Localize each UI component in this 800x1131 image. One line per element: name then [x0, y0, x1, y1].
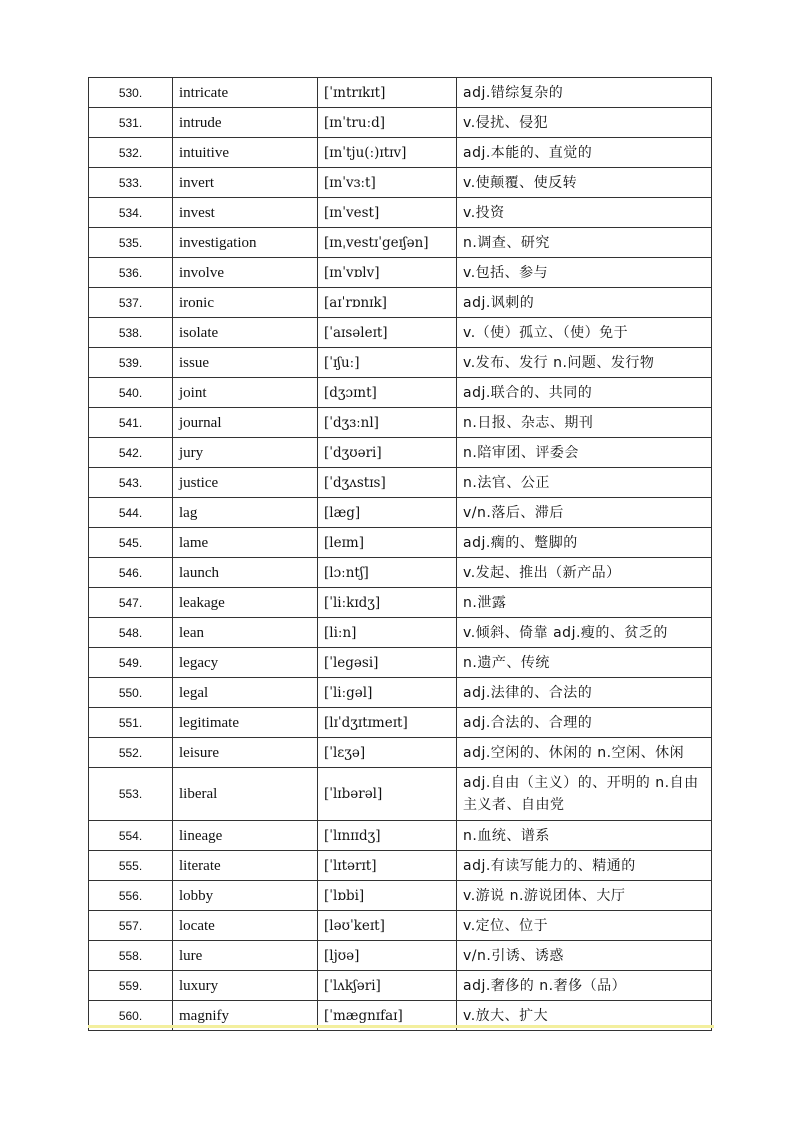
entry-pronunciation: [ˈdʒʌstɪs] [318, 468, 457, 498]
entry-number: 530. [89, 78, 173, 108]
entry-number: 550. [89, 678, 173, 708]
entry-definition: v.投资 [457, 198, 712, 228]
entry-number: 540. [89, 378, 173, 408]
entry-number: 536. [89, 258, 173, 288]
entry-pronunciation: [aɪˈrɒnɪk] [318, 288, 457, 318]
entry-word: intrude [173, 108, 318, 138]
entry-number: 553. [89, 768, 173, 821]
entry-number: 539. [89, 348, 173, 378]
table-row [89, 821, 712, 851]
entry-pronunciation: [ˈlɛʒə] [318, 738, 457, 768]
table-row [89, 198, 712, 228]
table-row [89, 851, 712, 881]
entry-definition: adj.瘸的、蹩脚的 [457, 528, 712, 558]
entry-number: 549. [89, 648, 173, 678]
entry-number: 547. [89, 588, 173, 618]
entry-number: 548. [89, 618, 173, 648]
table-row [89, 318, 712, 348]
entry-definition: adj.本能的、直觉的 [457, 138, 712, 168]
entry-pronunciation: [ˈliːgəl] [318, 678, 457, 708]
entry-word: legitimate [173, 708, 318, 738]
entry-pronunciation: [ˈɪntrɪkɪt] [318, 78, 457, 108]
entry-pronunciation: [ˈɪʃuː] [318, 348, 457, 378]
entry-pronunciation: [ljʊə] [318, 941, 457, 971]
entry-word: lean [173, 618, 318, 648]
entry-number: 551. [89, 708, 173, 738]
table-row [89, 678, 712, 708]
entry-definition: v.倾斜、倚靠 adj.瘦的、贫乏的 [457, 618, 712, 648]
entry-word: luxury [173, 971, 318, 1001]
entry-number: 555. [89, 851, 173, 881]
entry-number: 538. [89, 318, 173, 348]
entry-word: ironic [173, 288, 318, 318]
entry-word: legal [173, 678, 318, 708]
entry-number: 544. [89, 498, 173, 528]
entry-pronunciation: [ˈlegəsi] [318, 648, 457, 678]
entry-pronunciation: [dʒɔɪnt] [318, 378, 457, 408]
entry-definition: v.放大、扩大 [457, 1001, 712, 1031]
entry-definition: n.陪审团、评委会 [457, 438, 712, 468]
table-row [89, 528, 712, 558]
entry-number: 552. [89, 738, 173, 768]
entry-pronunciation: [ˈlɒbi] [318, 881, 457, 911]
entry-word: involve [173, 258, 318, 288]
entry-number: 531. [89, 108, 173, 138]
entry-word: invest [173, 198, 318, 228]
entry-definition: v.定位、位于 [457, 911, 712, 941]
entry-definition: v.发起、推出（新产品） [457, 558, 712, 588]
entry-number: 532. [89, 138, 173, 168]
entry-definition: v/n.落后、滞后 [457, 498, 712, 528]
entry-number: 558. [89, 941, 173, 971]
entry-word: issue [173, 348, 318, 378]
entry-definition: v/n.引诱、诱惑 [457, 941, 712, 971]
entry-pronunciation: [ˈdʒɜːnl] [318, 408, 457, 438]
entry-definition: v.（使）孤立、（使）免于 [457, 318, 712, 348]
entry-word: jury [173, 438, 318, 468]
entry-pronunciation: [ˈlɪnɪɪdʒ] [318, 821, 457, 851]
entry-pronunciation: [ˈaɪsəleɪt] [318, 318, 457, 348]
bottom-highlight-strip [88, 1025, 714, 1028]
table-row [89, 228, 712, 258]
entry-number: 545. [89, 528, 173, 558]
entry-word: literate [173, 851, 318, 881]
table-row [89, 108, 712, 138]
table-row [89, 911, 712, 941]
entry-number: 541. [89, 408, 173, 438]
entry-word: invert [173, 168, 318, 198]
entry-number: 557. [89, 911, 173, 941]
entry-definition: v.使颠覆、使反转 [457, 168, 712, 198]
vocabulary-table [88, 77, 712, 1031]
entry-number: 537. [89, 288, 173, 318]
entry-definition: v.游说 n.游说团体、大厅 [457, 881, 712, 911]
entry-word: leakage [173, 588, 318, 618]
entry-pronunciation: [ˈmægnɪfaɪ] [318, 1001, 457, 1031]
entry-definition: n.日报、杂志、期刊 [457, 408, 712, 438]
table-row [89, 738, 712, 768]
table-row [89, 468, 712, 498]
table-row [89, 648, 712, 678]
entry-pronunciation: [lɪˈdʒɪtɪmeɪt] [318, 708, 457, 738]
entry-pronunciation: [ləʊˈkeɪt] [318, 911, 457, 941]
entry-number: 556. [89, 881, 173, 911]
entry-word: lame [173, 528, 318, 558]
entry-definition: n.血统、谱系 [457, 821, 712, 851]
table-row [89, 288, 712, 318]
entry-word: liberal [173, 768, 318, 821]
entry-word: launch [173, 558, 318, 588]
table-row [89, 708, 712, 738]
table-row [89, 941, 712, 971]
entry-word: magnify [173, 1001, 318, 1031]
entry-number: 546. [89, 558, 173, 588]
table-row [89, 881, 712, 911]
table-row [89, 498, 712, 528]
entry-word: isolate [173, 318, 318, 348]
table-row [89, 168, 712, 198]
entry-definition: adj.奢侈的 n.奢侈（品） [457, 971, 712, 1001]
entry-pronunciation: [lɔːntʃ] [318, 558, 457, 588]
entry-pronunciation: [ɪnˈtju(ː)ɪtɪv] [318, 138, 457, 168]
entry-word: leisure [173, 738, 318, 768]
table-row [89, 378, 712, 408]
table-row [89, 408, 712, 438]
entry-pronunciation: [ˈlɪbərəl] [318, 768, 457, 821]
entry-definition: adj.联合的、共同的 [457, 378, 712, 408]
entry-word: lag [173, 498, 318, 528]
entry-number: 535. [89, 228, 173, 258]
entry-definition: n.调查、研究 [457, 228, 712, 258]
entry-pronunciation: [ˈlʌkʃəri] [318, 971, 457, 1001]
entry-word: lobby [173, 881, 318, 911]
entry-definition: adj.法律的、合法的 [457, 678, 712, 708]
entry-word: investigation [173, 228, 318, 258]
entry-definition: adj.空闲的、休闲的 n.空闲、休闲 [457, 738, 712, 768]
table-row [89, 558, 712, 588]
entry-number: 560. [89, 1001, 173, 1031]
entry-definition: adj.合法的、合理的 [457, 708, 712, 738]
entry-word: lure [173, 941, 318, 971]
table-row [89, 78, 712, 108]
entry-number: 542. [89, 438, 173, 468]
entry-number: 559. [89, 971, 173, 1001]
entry-word: justice [173, 468, 318, 498]
entry-pronunciation: [ˈlɪtərɪt] [318, 851, 457, 881]
table-row [89, 588, 712, 618]
entry-number: 534. [89, 198, 173, 228]
entry-pronunciation: [liːn] [318, 618, 457, 648]
entry-pronunciation: [ɪnˈvɒlv] [318, 258, 457, 288]
table-row [89, 618, 712, 648]
entry-pronunciation: [læg] [318, 498, 457, 528]
entry-definition: n.法官、公正 [457, 468, 712, 498]
entry-word: intuitive [173, 138, 318, 168]
entry-word: intricate [173, 78, 318, 108]
entry-definition: v.发布、发行 n.问题、发行物 [457, 348, 712, 378]
table-row [89, 348, 712, 378]
entry-word: journal [173, 408, 318, 438]
table-row [89, 258, 712, 288]
table-row [89, 768, 712, 821]
entry-pronunciation: [ˈdʒʊəri] [318, 438, 457, 468]
entry-pronunciation: [leɪm] [318, 528, 457, 558]
entry-pronunciation: [ɪnˈtruːd] [318, 108, 457, 138]
entry-definition: adj.讽刺的 [457, 288, 712, 318]
entry-definition: adj.有读写能力的、精通的 [457, 851, 712, 881]
entry-pronunciation: [ˈliːkɪdʒ] [318, 588, 457, 618]
entry-number: 554. [89, 821, 173, 851]
table-row [89, 438, 712, 468]
entry-word: lineage [173, 821, 318, 851]
entry-definition: v.侵扰、侵犯 [457, 108, 712, 138]
entry-number: 533. [89, 168, 173, 198]
entry-word: locate [173, 911, 318, 941]
entry-pronunciation: [ɪnˈvɜːt] [318, 168, 457, 198]
entry-definition: n.遗产、传统 [457, 648, 712, 678]
vocabulary-table-body [89, 78, 712, 1031]
entry-pronunciation: [ɪnˈvest] [318, 198, 457, 228]
entry-number: 543. [89, 468, 173, 498]
entry-definition: v.包括、参与 [457, 258, 712, 288]
entry-definition: n.泄露 [457, 588, 712, 618]
entry-pronunciation: [ɪnˌvestɪˈgeɪʃən] [318, 228, 457, 258]
entry-word: legacy [173, 648, 318, 678]
entry-definition: adj.自由（主义）的、开明的 n.自由主义者、自由党 [457, 768, 712, 821]
entry-definition: adj.错综复杂的 [457, 78, 712, 108]
entry-word: joint [173, 378, 318, 408]
table-row [89, 138, 712, 168]
table-row [89, 971, 712, 1001]
